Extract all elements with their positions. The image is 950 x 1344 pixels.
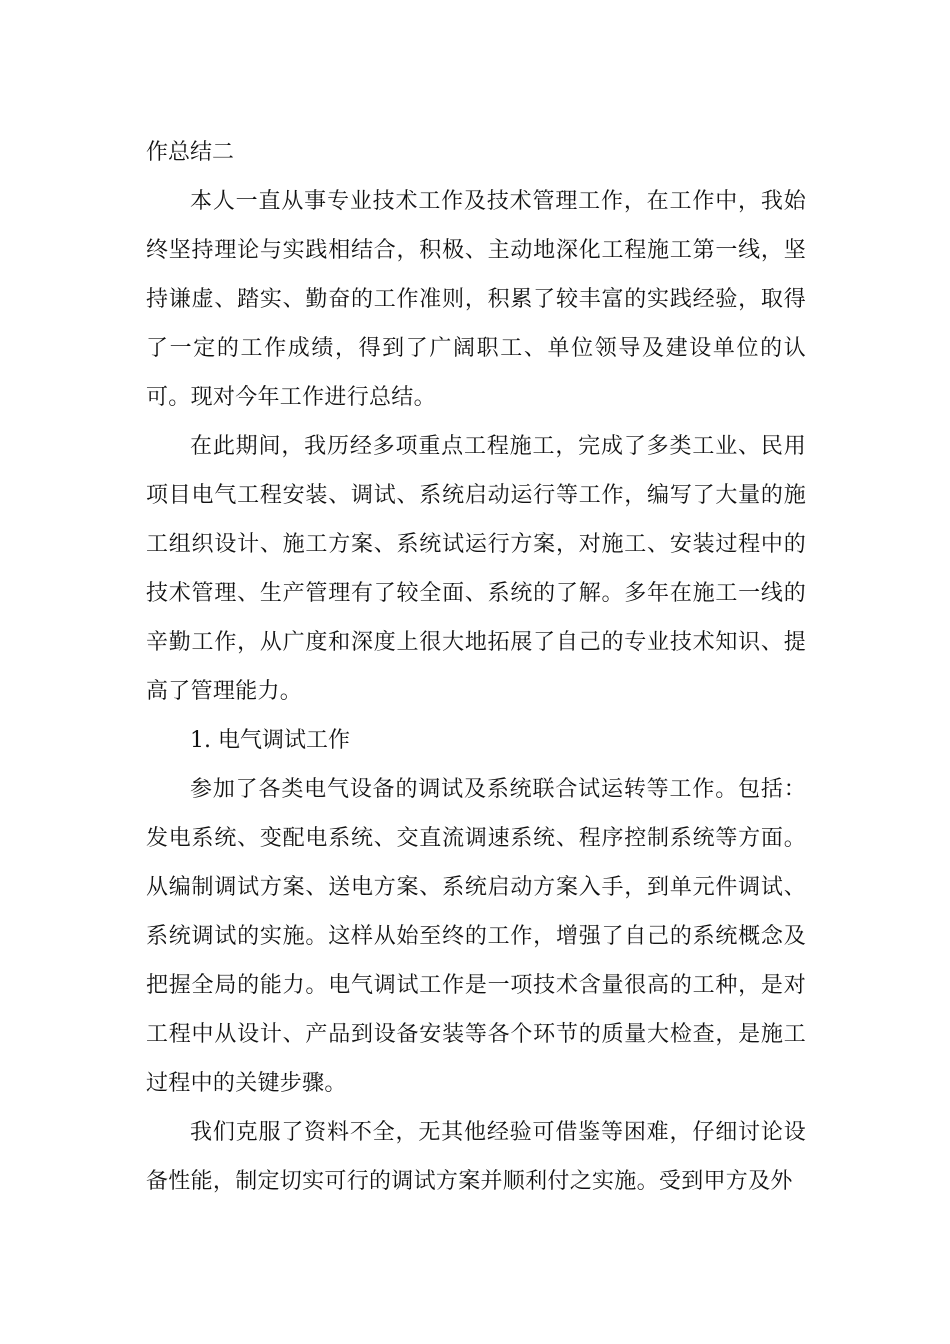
- paragraph-overcoming-difficulties: 我们克服了资料不全，无其他经验可借鉴等困难，仔细讨论设备性能，制定切实可行的调试方案并顺利付之实施。受到甲方及外: [146, 1120, 806, 1194]
- paragraph-intro: 本人一直从事专业技术工作及技术管理工作，在工作中，我始终坚持理论与实践相结合，积极、主动地深化工程施工第一线，坚持谦虚、踏实、勤奋的工作准则，积累了较丰富的实践经验，取得了一定的工作成绩，得到了广阔职工、单位领导及建设单位的认可。现对今年工作进行总结。: [146, 189, 806, 410]
- section-heading-electrical-debugging: 1. 电气调试工作: [190, 728, 350, 753]
- title-fragment: 作总结二: [146, 140, 235, 165]
- document-body: [146, 128, 806, 1206]
- paragraph-experience: 在此期间，我历经多项重点工程施工，完成了多类工业、民用项目电气工程安装、调试、系统启动运行等工作，编写了大量的施工组织设计、施工方案、系统试运行方案，对施工、安装过程中的技术管理、生产管理有了较全面、系统的了解。多年在施工一线的辛勤工作，从广度和深度上很大地拓展了自己的专业技术知识、提高了管理能力。: [146, 434, 806, 704]
- paragraph-debugging-work: 参加了各类电气设备的调试及系统联合试运转等工作。包括：发电系统、变配电系统、交直流调速系统、程序控制系统等方面。从编制调试方案、送电方案、系统启动方案入手，到单元件调试、系统调试的实施。这样从始至终的工作，增强了自己的系统概念及把握全局的能力。电气调试工作是一项技术含量很高的工种，是对工程中从设计、产品到设备安装等各个环节的质量大检查，是施工过程中的关键步骤。: [146, 777, 806, 1096]
